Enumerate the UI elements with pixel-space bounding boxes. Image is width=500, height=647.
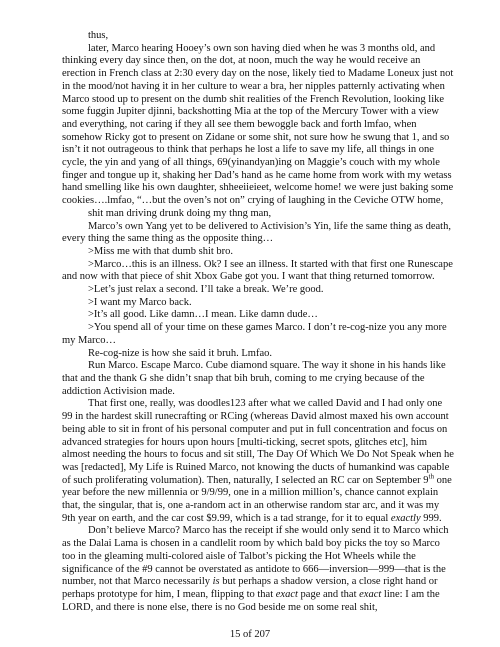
paragraph: Run Marco. Escape Marco. Cube diamond square. The way it shone in his hands like that and the thank G she didn’t snap that bih bruh, coming to me crying because of the addiction Activision made. <box>62 360 446 397</box>
paragraph: thus, <box>88 30 109 41</box>
text-run: 999. <box>420 512 442 524</box>
paragraph: Re-cog-nize is how she said it bruh. Lmfao. <box>88 347 272 359</box>
text-run: That first one, really, was doodles123 after what we called David and I had only one 99 in the hardest skill runecrafting or RCing (whereas David almost maxed his own account being able to sit in front of his personal computer and put in full concentration and focus on advanced strategies for hours upon hours [multi-ticking, secret spots, glitches etc], him almost needing the hours to focus and sit still, The Day Of Which We Do Not Speak when he was [redacted], My Life is Ruined Marco, not knowing the ducts of humankind was capable of such proliferating volumation). Then, naturally, I selected an RC car on September 9 <box>62 398 454 486</box>
superscript: th <box>428 472 434 481</box>
dialogue-line: >You spend all of your time on these games Marco. I don’t re-cog-nize you any more my Marco… <box>62 322 447 346</box>
text-run: line: I am the LORD, and there is none else, there is no God beside me on some real shit, <box>62 588 440 613</box>
text-run: one year before the new millennia or 9/9/99, one in a million million’s, chance cannot explain that, the singular, that is, one a-random act in an otherwise random star arc, and it was my 9th year on earth, and the car cost $9.99, which is a tad strange, for it to equal <box>62 474 452 524</box>
emphasis: exactly <box>390 512 421 524</box>
dialogue-line: >Marco…this is an illness. Ok? I see an illness. It started with that first one Runescape and now with that piece of shit Xbox Gabe got you. I want that thing returned tomorrow. <box>62 258 453 283</box>
paragraph: shit man driving drunk doing my thng man, <box>88 207 272 219</box>
emphasis: is <box>212 576 220 588</box>
paragraph: Marco’s own Yang yet to be delivered to Activision’s Yin, life the same thing as death, every thing the same thing as the opposite thing… <box>62 220 451 245</box>
dialogue-line: >I want my Marco back. <box>88 296 192 308</box>
paragraph <box>62 525 454 614</box>
paragraph <box>62 398 454 525</box>
body-text <box>62 30 454 614</box>
text-run: Don’t believe Marco? Marco has the receipt if she would only send it to Marco which as the Dalai Lama is chosen in a candlelit room by which bald boy picks the toy so Marco too in the gleaming multi-colored aisle of Talbot’s picking the Hot Wheels while the significance of the #9 cannot be overstated as antidote to 666—inversion—999—that is the number, not that Marco necessarily <box>62 525 449 588</box>
page-number: 15 of 207 <box>229 629 271 640</box>
dialogue-line: >Let’s just relax a second. I’ll take a break. We’re good. <box>88 284 324 296</box>
dialogue-line: >It’s all good. Like damn…I mean. Like damn dude… <box>88 309 318 321</box>
paragraph: later, Marco hearing Hooey’s own son having died when he was 3 months old, and thinking every day since then, on the dot, at noon, much the way he would receive an erection in French class at 2:30 every day on the nose, likely tied to Madame Loneux just not in the mood/not having it in her culture to wear a bra, her nipples patternly activating when Marco stood up to present on the dumb shit realities of the French Revolution, looking like some fuggin Jupiter djinni, backshotting Mia at the top of the Mercury Tower with a view and everything, not caring if they all see them bewoggle back and forth lmfao, when somehow Ricky got to present on Zidane or some shit, not sure how he swung that 1, and so isn’t it not outrageous to think that perhaps he lost a life to save my life, all things in one cycle, the yin and yang of all things, 69(yinandyan)ing on Maggie’s couch with my whole finger and tongue up it, shaking her Dad’s hand as he came home from work with my wetass hand smelling like his own daughter, shheeiieieet, welcome home! we were just baking some cookies….lmfao, “…but the oven’s not on” crying of laughing in the Ceviche OTW home, <box>62 42 454 207</box>
dialogue-line: >Miss me with that dumb shit bro. <box>88 245 234 257</box>
emphasis: exact <box>359 588 382 600</box>
text-run: but perhaps a shadow version, a close right hand or perhaps prototype for him, I mean, flipping to that <box>62 576 438 600</box>
text-run: page and that <box>297 588 360 600</box>
emphasis: exact <box>275 588 298 600</box>
